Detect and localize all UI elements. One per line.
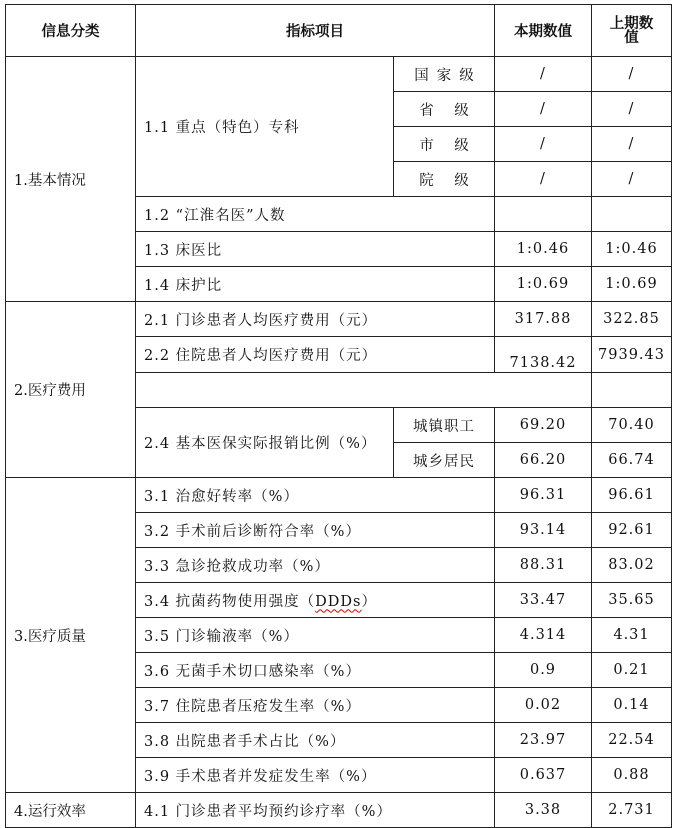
- sub-indicator-cell: 城镇职工: [394, 408, 495, 443]
- previous-value: 1:0.69: [592, 267, 672, 302]
- current-value: 33.47: [495, 583, 592, 618]
- indicator-cell: 3.8 出院患者手术占比（%）: [136, 723, 495, 758]
- indicator-cell: 2.2 住院患者人均医疗费用（元）: [136, 337, 495, 373]
- current-value: 88.31: [495, 548, 592, 583]
- previous-value: 92.61: [592, 513, 672, 548]
- indicator-cell: 3.5 门诊输液率（%）: [136, 618, 495, 653]
- previous-value: 0.21: [592, 653, 672, 688]
- header-row: [6, 5, 672, 57]
- previous-value: /: [592, 92, 672, 127]
- current-value: 66.20: [495, 443, 592, 478]
- indicator-cell: 1.3 床医比: [136, 232, 495, 267]
- current-value: 69.20: [495, 408, 592, 443]
- header-current: 本期数值: [495, 5, 592, 57]
- indicator-cell: 3.6 无菌手术切口感染率（%）: [136, 653, 495, 688]
- category-cell: 3.医疗质量: [6, 478, 136, 793]
- current-value: 0.9: [495, 653, 592, 688]
- indicator-cell: 1.1 重点（特色）专科: [136, 57, 394, 197]
- indicator-cell: 2.1 门诊患者人均医疗费用（元）: [136, 302, 495, 337]
- indicator-cell: 3.2 手术前后诊断符合率（%）: [136, 513, 495, 548]
- indicator-cell: 2.4 基本医保实际报销比例（%）: [136, 408, 394, 478]
- current-value: /: [495, 162, 592, 197]
- previous-value: /: [592, 57, 672, 92]
- current-value: [495, 197, 592, 232]
- header-previous: 上期数 值: [592, 5, 672, 57]
- header-category: 信息分类: [6, 5, 136, 57]
- table-row: [6, 302, 672, 337]
- ddds-unit: DDDs: [315, 593, 362, 610]
- previous-value: 0.88: [592, 758, 672, 793]
- indicator-cell: 1.2 “江淮名医”人数: [136, 197, 495, 232]
- current-value: 93.14: [495, 513, 592, 548]
- previous-value: 70.40: [592, 408, 672, 443]
- indicator-cell: 3.1 治愈好转率（%）: [136, 478, 495, 513]
- previous-value: 1:0.46: [592, 232, 672, 267]
- current-value: 0.637: [495, 758, 592, 793]
- current-value: /: [495, 92, 592, 127]
- indicator-cell: [136, 373, 592, 408]
- previous-value: 96.61: [592, 478, 672, 513]
- previous-value: /: [592, 127, 672, 162]
- current-value: 7138.42: [495, 337, 592, 373]
- indicator-text: ）: [361, 593, 377, 610]
- category-cell: 1.基本情况: [6, 57, 136, 302]
- table-row: [6, 57, 672, 92]
- current-value: 96.31: [495, 478, 592, 513]
- previous-value: 7939.43: [592, 337, 672, 373]
- current-value: /: [495, 57, 592, 92]
- table-row: [6, 478, 672, 513]
- category-cell: 2.医疗费用: [6, 302, 136, 478]
- indicator-cell: 3.9 手术患者并发症发生率（%）: [136, 758, 495, 793]
- previous-value: 35.65: [592, 583, 672, 618]
- current-value: 23.97: [495, 723, 592, 758]
- current-value: 1:0.69: [495, 267, 592, 302]
- sub-indicator-cell: 国家级: [394, 57, 495, 92]
- previous-value: 2.731: [592, 793, 672, 828]
- previous-value: /: [592, 162, 672, 197]
- indicator-text: 3.4 抗菌药物使用强度（: [144, 593, 316, 610]
- indicator-cell: 3.7 住院患者压疮发生率（%）: [136, 688, 495, 723]
- current-value: 317.88: [495, 302, 592, 337]
- sub-indicator-cell: 市 级: [394, 127, 495, 162]
- previous-value: 4.31: [592, 618, 672, 653]
- previous-value: 322.85: [592, 302, 672, 337]
- header-indicator: 指标项目: [136, 5, 495, 57]
- indicator-cell: [136, 583, 495, 618]
- current-value: 1:0.46: [495, 232, 592, 267]
- current-value: 0.02: [495, 688, 592, 723]
- indicator-cell: 4.1 门诊患者平均预约诊疗率（%）: [136, 793, 495, 828]
- previous-value: 66.74: [592, 443, 672, 478]
- previous-value: 0.14: [592, 688, 672, 723]
- category-cell: 4.运行效率: [6, 793, 136, 828]
- previous-value: 83.02: [592, 548, 672, 583]
- sub-indicator-cell: 城乡居民: [394, 443, 495, 478]
- indicator-cell: 3.3 急诊抢救成功率（%）: [136, 548, 495, 583]
- table-row: [6, 793, 672, 828]
- sub-indicator-cell: 院 级: [394, 162, 495, 197]
- previous-value: [592, 197, 672, 232]
- previous-value: 22.54: [592, 723, 672, 758]
- sub-indicator-cell: 省 级: [394, 92, 495, 127]
- indicator-cell: 1.4 床护比: [136, 267, 495, 302]
- current-value: /: [495, 127, 592, 162]
- current-value: 4.314: [495, 618, 592, 653]
- previous-value: [592, 373, 672, 408]
- current-value: 3.38: [495, 793, 592, 828]
- hospital-indicator-table: [5, 4, 672, 828]
